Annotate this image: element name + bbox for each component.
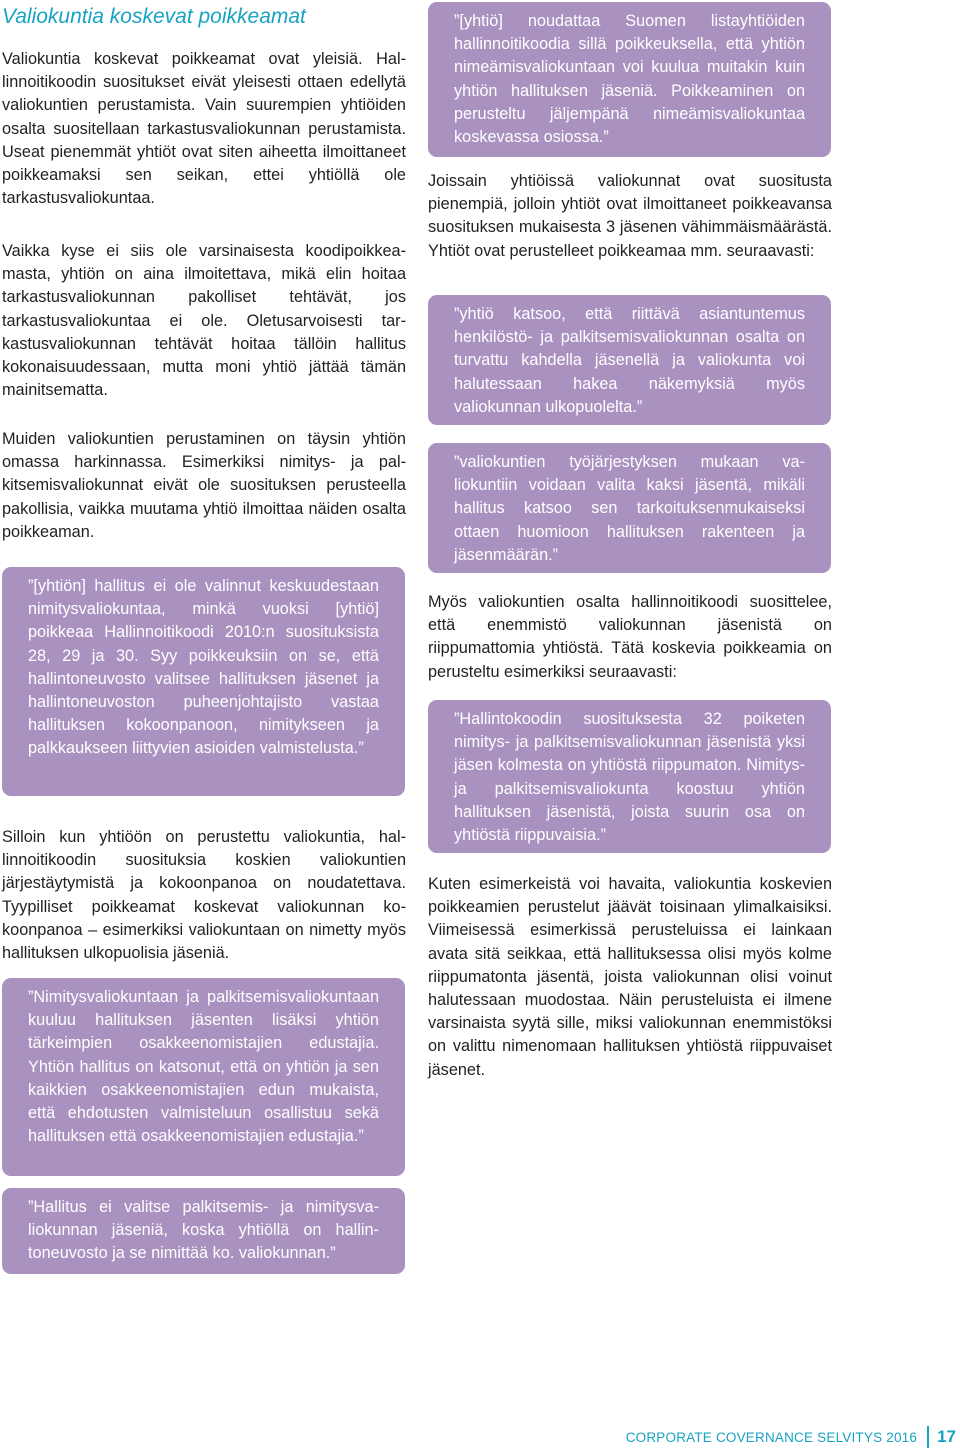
quote-text: ”[yhtiön] hallitus ei ole valinnut keskuudestaan nimitysvaliokuntaa, minkä vuoksi [yhtiö] poikkeaa Hallinnoitikoodi 2010:n suosituksista 28, 29 ja 30. Syy poikkeuksiin on se, että hallintoneuvosto valitsee hallituksen jäsenet ja hallintoneuvoston puheenjohtajisto vastaa hallituksen kokoonpanoon, nimitykseen ja palkkaukseen liittyvien asioiden valmistelusta.”: [28, 577, 379, 758]
paragraph-conclusion: Kuten esimerkeistä voi havaita, valiokuntia koskevien poikkeamien perustelut jäävät toisinaan ylimalkaisiksi. Viimeisessä esimerkissä perusteluissa ei lainkaan avata sitä seikkaa, että hallituksessa olisi myös kolme riippumatonta jäsentä, joista valiokunnan olisi voinut halutessaan muodostaa. Näin perusteluista ei ilmene varsinaista syytä sille, miksi valiokunnan enemmistöksi on valittu nimenomaan hallituksen yhtiöstä riippuvaiset jäsenet.: [428, 875, 832, 1079]
quote-box-code-recommendation-32: [428, 700, 831, 853]
quote-text: ”Hallintokoodin suosituksesta 32 poiketen nimitys- ja palkitsemisvaliokunnan jäsenistä yksi jäsen kolmesta on yhtiöstä riippumaton. Nimitys- ja palkitsemisvaliokunta koostuu yhtiön hallituksen jäsenistä, joista suurin osa on yhtiöstä riippuvaisia.”: [454, 710, 805, 845]
quote-text: ”Nimitysvaliokuntaan ja palkitsemisvaliokuntaan kuuluu hallituksen jäsenten lisäksi yhtiön tärkeimpien osakkeenomistajien edustajia. Yhtiön hallitus on katsonut, että on yhtiön ja sen kaikkien osakkeenomistajien edun mukaista, että ehdotusten valmisteluun osallistuu sekä hallituksen että osakkeenomistajien edustajia.”: [28, 988, 379, 1146]
quote-box-listed-company-code: [428, 2, 831, 157]
quote-text: ”valiokuntien työjärjestyksen mukaan valiokuntiin voidaan valita kaksi jäsentä, mikäli hallitus katsoo sen tarkoituksenmukaiseksi ottaen huomioon hallituksen rakenteen ja jäsenmäärän.”: [454, 453, 805, 564]
quote-box-rules-of-procedure: [428, 443, 831, 573]
footer-publication-title: CORPORATE COVERNANCE SELVITYS 2016: [625, 1429, 918, 1445]
paragraph-exceptions-common: Valiokuntia koskevat poikkeamat ovat yleisiä. Hallinnoitikoodin suositukset eivät yleisesti ottaen edellytä valiokuntien perustamista. Vain suurempien yhtiöiden osalta suositellaan tarkastusvaliokunnan perustamista. Useat pienemmät yhtiöt ovat siten aiheetta ilmoittaneet poikkeamaksi sen seikan, ettei yhtiöllä ole tarkastusvaliokuntaa.: [2, 50, 406, 208]
section-title: Valiokuntia koskevat poikkeamat: [2, 5, 306, 28]
quote-box-nomination-committee: [2, 567, 405, 796]
quote-text: ”[yhtiö] noudattaa Suomen listayhtiöiden hallinnoitikoodia sillä poikkeuksella, että yhtiön nimeämisvaliokuntaan voi kuulua muitakin kuin yhtiön hallituksen jäseniä. Poikkeaminen on perusteltu jäljempänä nimeämisvaliokuntaa koskevassa osiossa.”: [454, 12, 805, 147]
quote-text: ”yhtiö katsoo, että riittävä asiantuntemus henkilöstö- ja palkitsemisvaliokunnan osalta on turvattu kahdella jäsenellä ja valiokunta voi halutessaan hakea näkemyksiä myös valiokunnan ulkopuolelta.”: [454, 305, 805, 416]
paragraph-committee-composition: Silloin kun yhtiöön on perustettu valiokuntia, hallinnoitikoodin suosituksia koskien valiokuntien järjestäytymistä ja kokoonpanoa on noudatettava. Tyypilliset poikkeamat koskevat valiokunnan kokoonpanoa – esimerkiksi valiokuntaan on nimetty myös hallituksen ulkopuolisia jäseniä.: [2, 828, 406, 963]
page-number: 17: [937, 1427, 956, 1446]
quote-box-supervisory-board: [2, 1188, 405, 1274]
quote-box-shareholder-representatives: [2, 978, 405, 1176]
paragraph-audit-committee-duties: Vaikka kyse ei siis ole varsinaisesta koodipoikkeamasta, yhtiön on aina ilmoitettava, mikä elin hoitaa tarkastusvaliokunnan pakolliset tehtävät, jos tarkastusvaliokuntaa ei ole. Oletusarvoisesti tarkastusvaliokunnan tehtävät hoitaa tällöin hallitus kokonaisuudessaan, mutta moni yhtiö jättää tämän mainitsematta.: [2, 242, 406, 400]
paragraph-smaller-committees: Joissain yhtiöissä valiokunnat ovat suositusta pienempiä, jolloin yhtiöt ovat ilmoittaneet poikkeavansa suosituksen mukaisesta 3 jäsenen vähimmäismäärästä. Yhtiöt ovat perustelleet poikkeamaa mm. seuraavasti:: [428, 172, 832, 260]
paragraph-independence: Myös valiokuntien osalta hallinnoitikoodi suosittelee, että enemmistö valiokunnan jäsenistä on riippumattomia yhtiöstä. Tätä koskevia poikkeamia on perusteltu esimerkiksi seuraavasti:: [428, 593, 832, 681]
paragraph-other-committees: Muiden valiokuntien perustaminen on täysin yhtiön omassa harkinnassa. Esimerkiksi nimitys- ja palkitsemisvaliokunnat eivät ole suosituksen perusteella pakollisia, vaikka muutama yhtiö ilmoittaa näiden osalta poikkeaman.: [2, 430, 406, 541]
quote-text: ”Hallitus ei valitse palkitsemis- ja nimitysvaliokunnan jäseniä, koska yhtiöllä on hallintoneuvosto ja se nimittää ko. valiokunnan.”: [28, 1198, 379, 1263]
page-footer: [626, 1420, 960, 1454]
footer-divider: [927, 1426, 929, 1448]
quote-box-expertise: [428, 295, 831, 425]
